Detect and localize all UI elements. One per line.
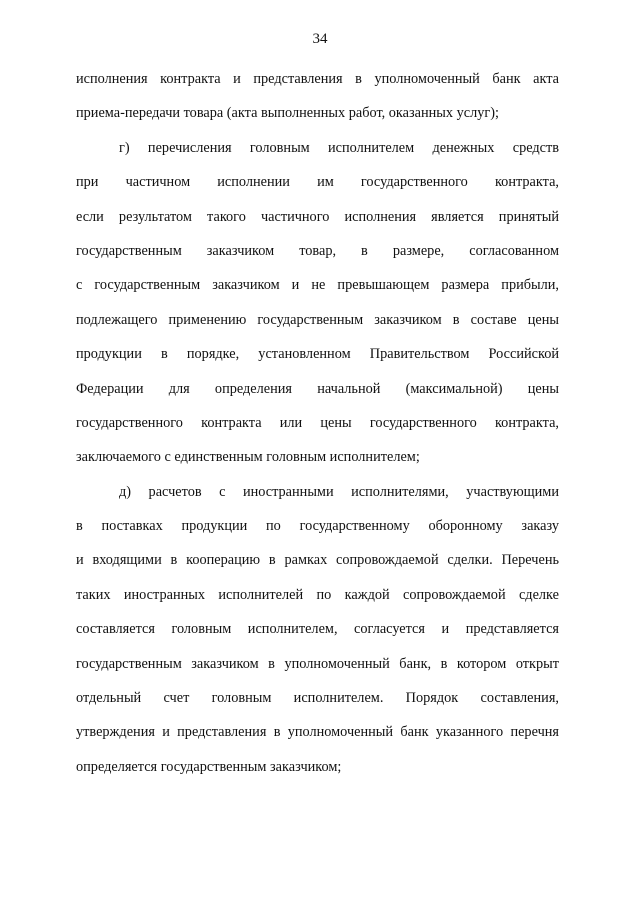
text-line: таких иностранных исполнителей по каждой сопровождаемой сделке [76, 586, 559, 603]
text-line: отдельный счет головным исполнителем. Порядок составления, [76, 690, 559, 707]
text-line: если результатом такого частичного исполнения является принятый [76, 208, 559, 225]
text-line: в поставках продукции по государственному оборонному заказу [76, 518, 559, 535]
text-line: определяется государственным заказчиком; [76, 758, 342, 775]
text-line: государственного контракта или цены государственного контракта, [76, 414, 559, 431]
text-line: с государственным заказчиком и не превышающем размера прибыли, [76, 277, 559, 294]
paragraph-item-d [76, 475, 559, 785]
text-line: при частичном исполнении им государственного контракта, [76, 174, 559, 191]
text-line: продукции в порядке, установленном Правительством Российской [76, 346, 559, 363]
text-line: приема-передачи товара (акта выполненных работ, оказанных услуг); [76, 105, 500, 122]
text-line: заключаемого с единственным головным исполнителем; [76, 449, 420, 466]
text-line: составляется головным исполнителем, согласуется и представляется [76, 621, 559, 638]
paragraph-continuation [76, 62, 559, 131]
text-line: государственным заказчиком в уполномоченный банк, в котором открыт [76, 655, 559, 672]
text-line: утверждения и представления в уполномоченный банк указанного перечня [76, 724, 559, 741]
text-line: г) перечисления головным исполнителем денежных средств [119, 139, 559, 156]
text-line: Федерации для определения начальной (максимальной) цены [76, 380, 559, 397]
text-line: и входящими в кооперацию в рамках сопровождаемой сделки. Перечень [76, 552, 559, 569]
paragraph-item-g [76, 131, 559, 475]
page-number: 34 [312, 31, 328, 47]
text-line: исполнения контракта и представления в уполномоченный банк акта [76, 71, 559, 87]
text-line: подлежащего применению государственным заказчиком в составе цены [76, 311, 559, 328]
document-body [76, 62, 559, 784]
text-line: д) расчетов с иностранными исполнителями, участвующими [119, 483, 559, 500]
text-line: государственным заказчиком товар, в размере, согласованном [76, 242, 559, 259]
